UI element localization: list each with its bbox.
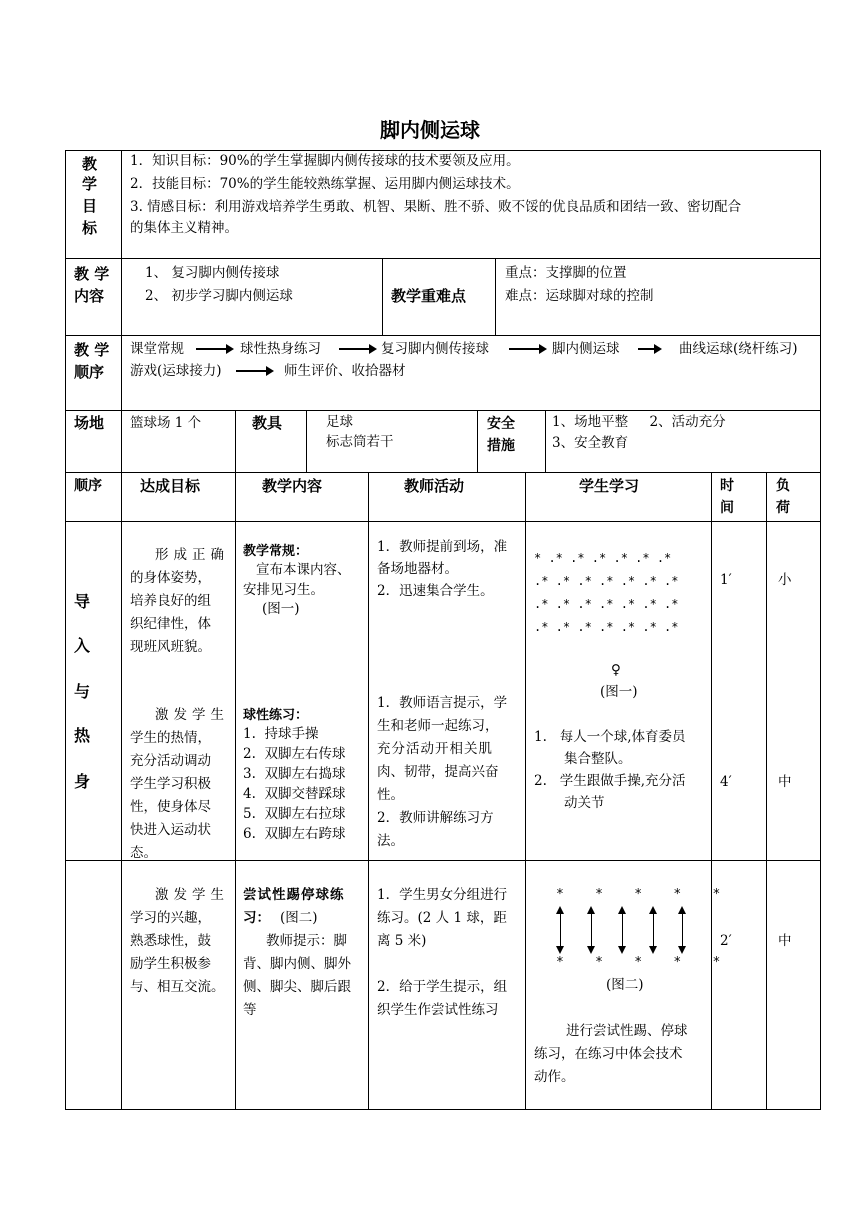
sequence-label-2: 顺序 [74,363,105,381]
time-value: 4′ [720,774,732,790]
page-title: 脚内侧运球 [380,118,480,142]
teacher-symbol: ♀ [611,662,621,678]
load-value: 小 [778,572,792,588]
sequence-label: 教 学 [74,341,110,359]
time-value: 2′ [720,933,732,949]
safety-item: 1、场地平整 2、活动充分 [552,414,726,430]
content-label-2: 内容 [74,287,105,305]
figure-caption: (图二) [606,977,644,993]
content-item: 2、 初步学习脚内侧运球 [145,288,293,304]
content-item: 1、 复习脚内侧传接球 [145,265,280,281]
time-value: 1′ [720,572,732,588]
load-value: 中 [778,933,792,949]
safety-item: 3、安全教育 [552,435,629,451]
key-point: 重点：支撑脚的位置 [505,265,627,281]
figure-caption: (图一) [600,684,638,700]
venue-value: 篮球场 1 个 [130,415,202,431]
equipment-item: 标志筒若干 [326,434,394,450]
key-points-label: 教学重难点 [391,287,467,305]
load-value: 中 [778,774,792,790]
content-label: 教 学 [74,265,110,283]
equipment-item: 足球 [326,414,353,430]
safety-label: 安全 [487,416,515,432]
safety-label-2: 措施 [487,438,515,454]
venue-label: 场地 [74,414,105,432]
equipment-label: 教具 [252,414,283,432]
key-point: 难点：运球脚对球的控制 [505,288,654,304]
